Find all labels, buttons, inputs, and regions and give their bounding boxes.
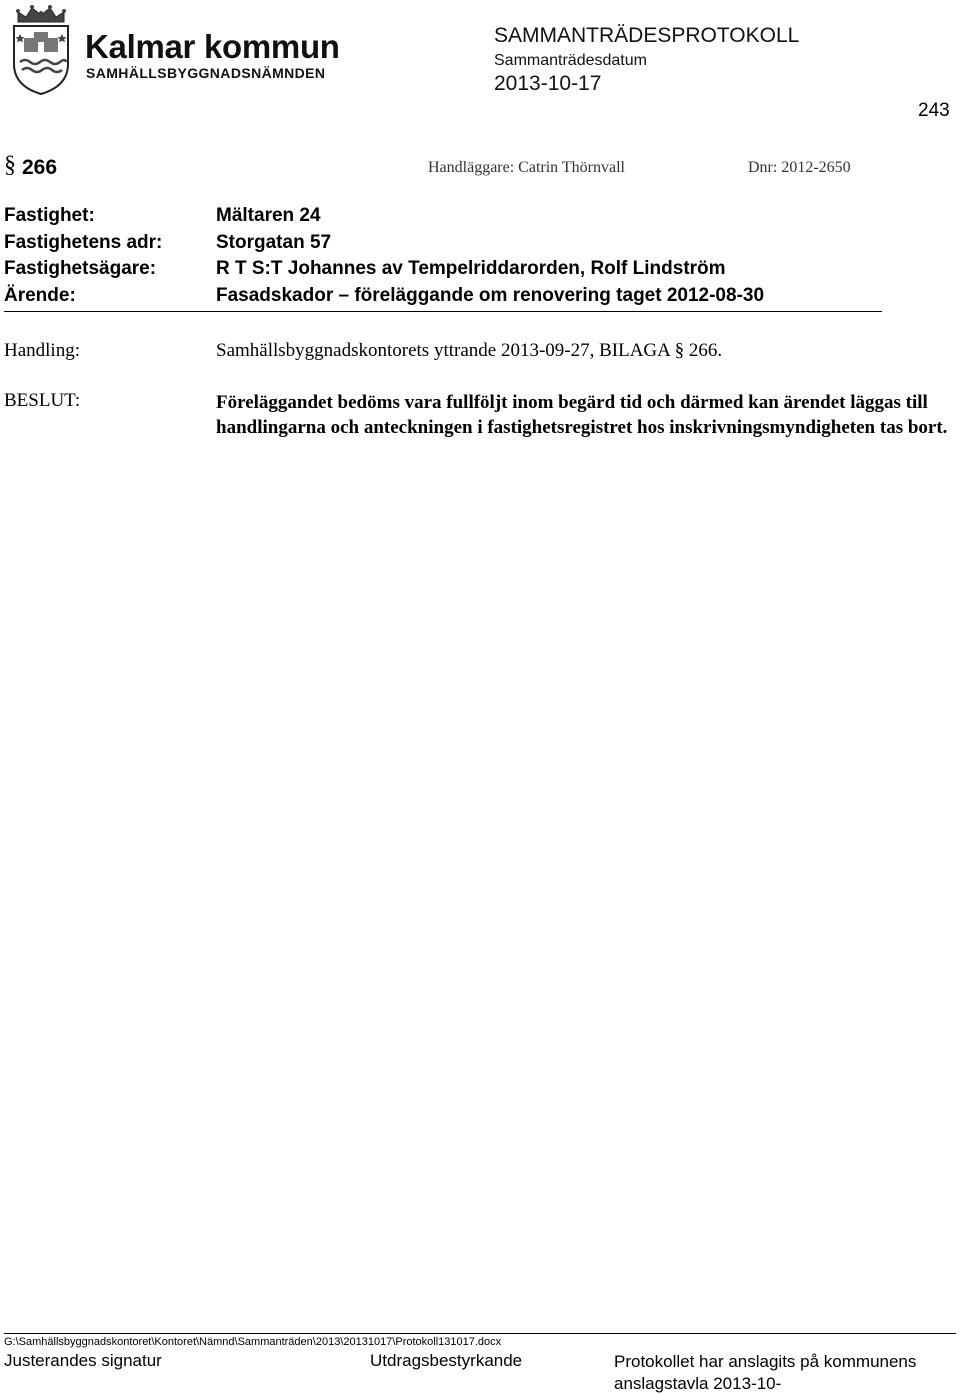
diary-number: Dnr: 2012-2650 [748,159,851,176]
handling-ref: 266. [688,340,723,361]
paragraph-number: 266 [22,156,58,179]
org-name: Kalmar kommun [85,28,340,65]
field-label-owner: Fastighetsägare: [4,258,157,279]
signature-label: Justerandes signatur [4,1351,162,1370]
field-value-matter: Fasadskador – föreläggande om renovering taget 2012-08-30 [216,285,765,306]
document-type: SAMMANTRÄDESPROTOKOLL [494,24,800,47]
field-label-address: Fastighetens adr: [4,232,163,253]
field-value-property: Mältaren 24 [216,205,321,226]
decision-label: BESLUT: [4,390,81,411]
org-subtitle: SAMHÄLLSBYGGNADSNÄMNDEN [86,65,326,81]
posted-notice: Protokollet har anslagits på kommunens anslagstavla 2013-10- [614,1352,917,1393]
handling-text: Samhällsbyggnadskontorets yttrande 2013-09-27, BILAGA [216,340,670,361]
page-number: 243 [918,100,950,121]
extract-label: Utdragsbestyrkande [370,1351,523,1370]
handling-section-sign: § [674,340,685,361]
section-sign: § [4,152,16,178]
meeting-date-label: Sammanträdesdatum [494,52,647,69]
coat-of-arms-logo [10,4,72,96]
handling-label: Handling: [4,340,80,361]
file-path: G:\Samhällsbyggnadskontoret\Kontoret\Nämnd\Sammanträden\2013\20131017\Protokoll131017.docx [4,1336,502,1348]
meeting-date: 2013-10-17 [494,72,602,95]
handling-value [216,340,722,362]
field-label-property: Fastighet: [4,205,95,226]
header-divider [4,311,882,312]
decision-text: Föreläggandet bedöms vara fullföljt inom begärd tid och därmed kan ärendet läggas till handlingarna och anteckningen i fastighetsregistret hos inskrivningsmyndigheten tas bort. [216,392,948,438]
case-handler: Handläggare: Catrin Thörnvall [428,159,625,176]
field-label-matter: Ärende: [4,285,76,306]
field-value-owner: R T S:T Johannes av Tempelriddarorden, Rolf Lindström [216,258,726,279]
field-value-address: Storgatan 57 [216,232,332,253]
footer-divider [4,1333,956,1334]
